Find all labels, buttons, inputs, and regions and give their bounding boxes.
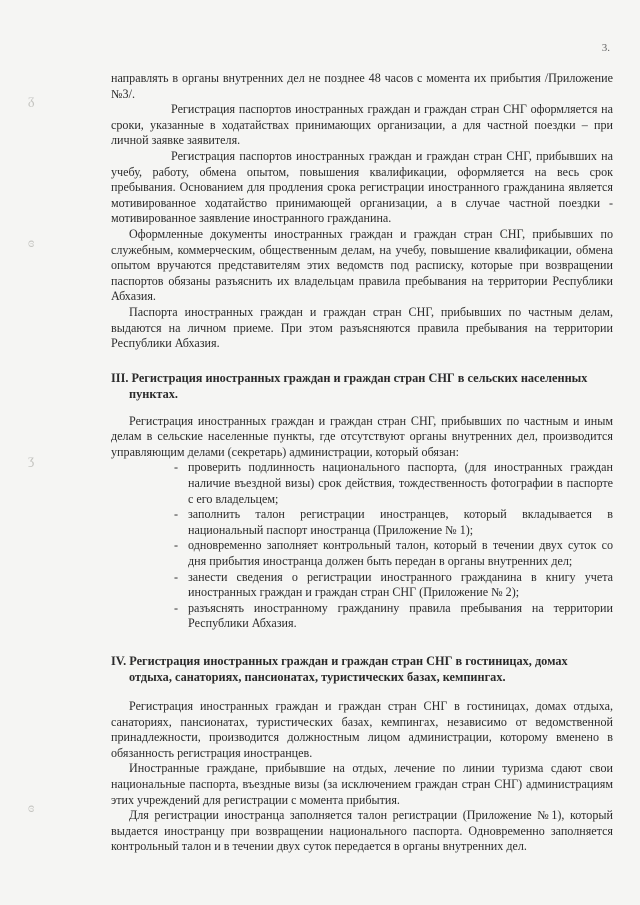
list-item: - занести сведения о регистрации иностранного гражданина в книгу учета иностранных граждан и граждан стран СНГ (Приложение № 2);	[174, 569, 613, 600]
page-number: 3.	[601, 42, 610, 54]
list-item: - заполнить талон регистрации иностранцев, который вкладывается в национальный паспорт иностранца (Приложение № 1);	[174, 507, 613, 537]
paragraph: Иностранные граждане, прибывшие на отдых, лечение по линии туризма сдают свои национальные паспорта, въездные визы (за исключением граждан стран СНГ) администрациям этих учреждений для регистрации с момента прибытия.	[111, 761, 613, 807]
paragraph: Паспорта иностранных граждан и граждан стран СНГ, прибывших по частным делам, выдаются на личном приеме. При этом разъясняются правила пребывания на территории Республики Абхазия.	[111, 304, 613, 351]
list-item: - одновременно заполняет контрольный талон, который в течении двух суток со дня прибытия иностранца должен быть передан в органы внутренних дел;	[174, 538, 613, 569]
margin-scribble: ᵹ	[28, 93, 35, 108]
margin-scribble: ʒ	[28, 453, 35, 468]
margin-scribble: ɞ	[28, 236, 35, 251]
section-heading: III. Регистрация иностранных граждан и граждан стран СНГ в сельских населенных пунктах.	[111, 370, 588, 401]
section-heading: IV. Регистрация иностранных граждан и граждан стран СНГ в гостиницах, домах отдыха, санаториях, пансионатах, туристических базах, кемпингах.	[111, 654, 568, 684]
paragraph: направлять в органы внутренних дел не позднее 48 часов с момента их прибытия /Приложение №3/.	[111, 71, 613, 101]
document-body	[111, 71, 613, 855]
paragraph: Регистрация иностранных граждан и граждан стран СНГ, прибывших по частным и иным делам в сельские населенные пункты, где отсутствуют органы внутренних дел, производится управляющим делами (секретарь) администрации, который обязан:	[111, 413, 613, 459]
list-item: - проверить подлинность национального паспорта, (для иностранных граждан наличие въездной визы) срок действия, тождественность фотографии в паспорте с его владельцем;	[174, 460, 613, 506]
paragraph: Регистрация иностранных граждан и граждан стран СНГ в гостиницах, домах отдыха, санаториях, пансионатах, туристических базах, кемпингах, независимо от ведомственной принадлежности, производится должностным лицом администрации, которому вменено в обязанность регистрация иностранцев.	[111, 699, 613, 760]
margin-scribble: ɞ	[28, 801, 35, 816]
paragraph: Оформленные документы иностранных граждан и граждан стран СНГ, прибывших по служебным, коммерческим, общественным делам, на учебу, повышение квалификации, обмена опытом вручаются представителям этих ведомств под расписку, которые при возвращении паспортов обязаны разъяснить их владельцам правила пребывания на территории Республики Абхазия.	[111, 226, 613, 304]
paragraph: Регистрация паспортов иностранных граждан и граждан стран СНГ, прибывших на учебу, работу, обмена опытом, повышения квалификации, оформляется на весь срок пребывания. Основанием для продления срока регистрации иностранного гражданина является мотивированное ходатайство принимающей организации, а в случае частной поездки - мотивированное заявление иностранного гражданина.	[111, 148, 613, 226]
list-item: - разъяснять иностранному гражданину правила пребывания на территории Республики Абхазия.	[174, 600, 613, 631]
requirements-list	[111, 460, 613, 632]
paragraph: Для регистрации иностранца заполняется талон регистрации (Приложение №1), который выдается иностранцу при возвращении национального паспорта. Одновременно заполняется контрольный талон и в течении двух суток передается в органы внутренних дел.	[111, 808, 613, 854]
paragraph: Регистрация паспортов иностранных граждан и граждан стран СНГ оформляется на сроки, указанные в ходатайствах принимающих организации, а для частной поездки – при личной заявке заявителя.	[111, 102, 613, 148]
